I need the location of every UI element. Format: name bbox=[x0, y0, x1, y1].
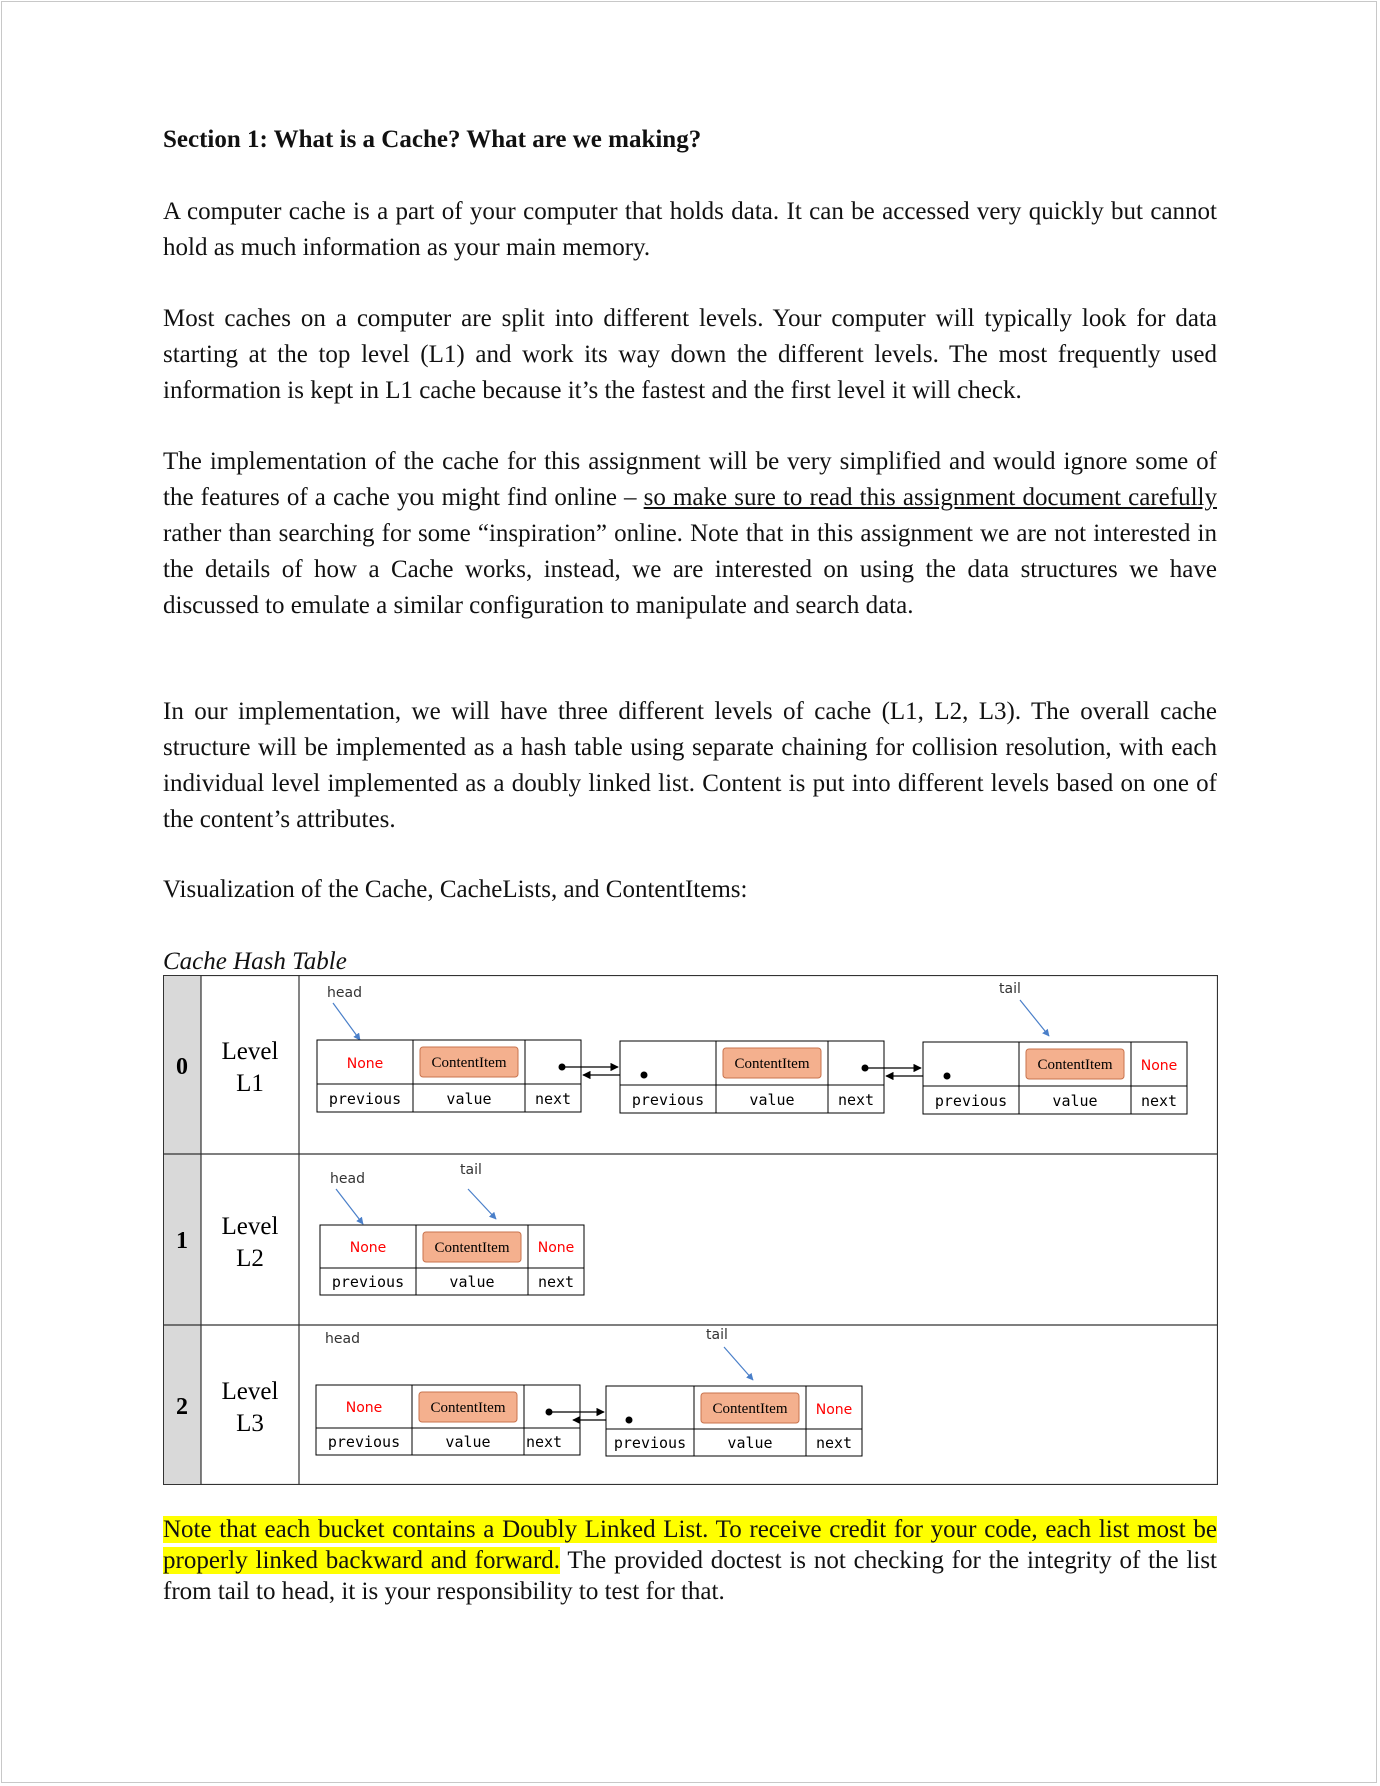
note-paragraph bbox=[163, 1514, 1217, 1607]
note-rest: The provided doctest is not checking for the integrity of the list from tail to head, it is your responsibility to test for that. bbox=[163, 1547, 1217, 1605]
paragraph-three-levels: In our implementation, we will have three different levels of cache (L1, L2, L3). The overall cache structure will be implemented as a hash table using separate chaining for collision resolution, with each individual level implemented as a doubly linked list. Content is put into different levels based on one of the content’s attributes. bbox=[163, 698, 1217, 833]
read-carefully-underlined: so make sure to read this assignment document carefully bbox=[643, 484, 1217, 511]
head-label-l2: head bbox=[330, 1171, 365, 1187]
level-name-1: L2 bbox=[236, 1245, 264, 1272]
paragraph-implementation-part1: The implementation of the cache for this assignment will be very simplified and would ignore some of the features of a cache you might find online – bbox=[163, 448, 1217, 511]
none-label: None bbox=[1140, 1058, 1178, 1074]
tail-arrow-l2 bbox=[468, 1189, 496, 1219]
level-word-1: Level bbox=[221, 1213, 279, 1240]
value-label: value bbox=[1052, 1092, 1098, 1110]
paragraph-visualization-intro: Visualization of the Cache, CacheLists, and ContentItems: bbox=[163, 876, 748, 903]
node-l1-2 bbox=[620, 1041, 884, 1113]
none-label: None bbox=[349, 1240, 387, 1256]
node-l1-3 bbox=[923, 1042, 1187, 1114]
level-word-0: Level bbox=[221, 1038, 279, 1065]
head-label-l3: head bbox=[325, 1331, 360, 1347]
diagram-caption: Cache Hash Table bbox=[163, 948, 347, 975]
content-item-label: ContentItem bbox=[712, 1401, 788, 1417]
value-label: value bbox=[727, 1434, 773, 1452]
none-label: None bbox=[537, 1240, 575, 1256]
next-label: next bbox=[534, 1090, 572, 1108]
level-name-0: L1 bbox=[236, 1070, 264, 1097]
row-index-0: 0 bbox=[176, 1054, 188, 1080]
tail-label-l2: tail bbox=[460, 1162, 482, 1178]
tail-label-l3: tail bbox=[706, 1327, 728, 1343]
previous-pointer-dot bbox=[626, 1417, 633, 1424]
tail-label-l1: tail bbox=[999, 981, 1021, 997]
value-label: value bbox=[446, 1090, 492, 1108]
previous-pointer-dot bbox=[641, 1072, 648, 1079]
next-label: next bbox=[525, 1433, 563, 1451]
previous-label: previous bbox=[328, 1090, 402, 1108]
next-label: next bbox=[537, 1273, 575, 1291]
content-item-label: ContentItem bbox=[434, 1240, 510, 1256]
head-arrow-l2 bbox=[336, 1189, 363, 1224]
cache-hash-table-diagram bbox=[163, 975, 1218, 1485]
paragraph-cache-definition: A computer cache is a part of your computer that holds data. It can be accessed very quickly but cannot hold as much information as your main memory. bbox=[163, 198, 1217, 261]
row-index-1: 1 bbox=[176, 1228, 188, 1254]
node-l2-1 bbox=[320, 1225, 584, 1295]
value-label: value bbox=[449, 1273, 495, 1291]
content-item-label: ContentItem bbox=[734, 1056, 810, 1072]
previous-pointer-dot bbox=[944, 1073, 951, 1080]
level-name-2: L3 bbox=[236, 1410, 264, 1437]
previous-label: previous bbox=[327, 1433, 401, 1451]
tail-arrow-l1 bbox=[1020, 1000, 1049, 1036]
note-highlighted: Note that each bucket contains a Doubly Linked List. To receive credit for your code, each list most be properly linked backward and forward. bbox=[163, 1516, 1217, 1574]
node-l1-1 bbox=[317, 1040, 581, 1112]
previous-label: previous bbox=[613, 1434, 687, 1452]
none-label: None bbox=[815, 1402, 853, 1418]
paragraph-cache-levels: Most caches on a computer are split into different levels. Your computer will typically look for data starting at the top level (L1) and work its way down the different levels. The most frequently used information is kept in L1 cache because it’s the fastest and the first level it will check. bbox=[163, 305, 1217, 404]
next-label: next bbox=[815, 1434, 853, 1452]
previous-label: previous bbox=[934, 1092, 1008, 1110]
previous-label: previous bbox=[631, 1091, 705, 1109]
content-item-label: ContentItem bbox=[430, 1400, 506, 1416]
next-label: next bbox=[837, 1091, 875, 1109]
previous-label: previous bbox=[331, 1273, 405, 1291]
none-label: None bbox=[346, 1056, 384, 1072]
head-arrow-l1 bbox=[333, 1003, 360, 1040]
section-heading: Section 1: What is a Cache? What are we making? bbox=[163, 126, 702, 153]
none-label: None bbox=[345, 1400, 383, 1416]
content-item-label: ContentItem bbox=[1037, 1057, 1113, 1073]
paragraph-implementation bbox=[163, 444, 1217, 624]
level-word-2: Level bbox=[221, 1378, 279, 1405]
row-index-2: 2 bbox=[176, 1394, 188, 1420]
tail-arrow-l3 bbox=[724, 1347, 753, 1380]
diagram-svg bbox=[163, 975, 1218, 1485]
value-label: value bbox=[749, 1091, 795, 1109]
node-l3-2 bbox=[606, 1386, 862, 1456]
next-label: next bbox=[1140, 1092, 1178, 1110]
node-l3-1 bbox=[316, 1385, 580, 1455]
value-label: value bbox=[445, 1433, 491, 1451]
content-item-label: ContentItem bbox=[431, 1055, 507, 1071]
head-label-l1: head bbox=[327, 985, 362, 1001]
paragraph-implementation-part2: rather than searching for some “inspiration” online. Note that in this assignment we are not interested in the details of how a Cache works, instead, we are interested on using the data structures we have discussed to emulate a similar configuration to manipulate and search data. bbox=[163, 520, 1217, 619]
